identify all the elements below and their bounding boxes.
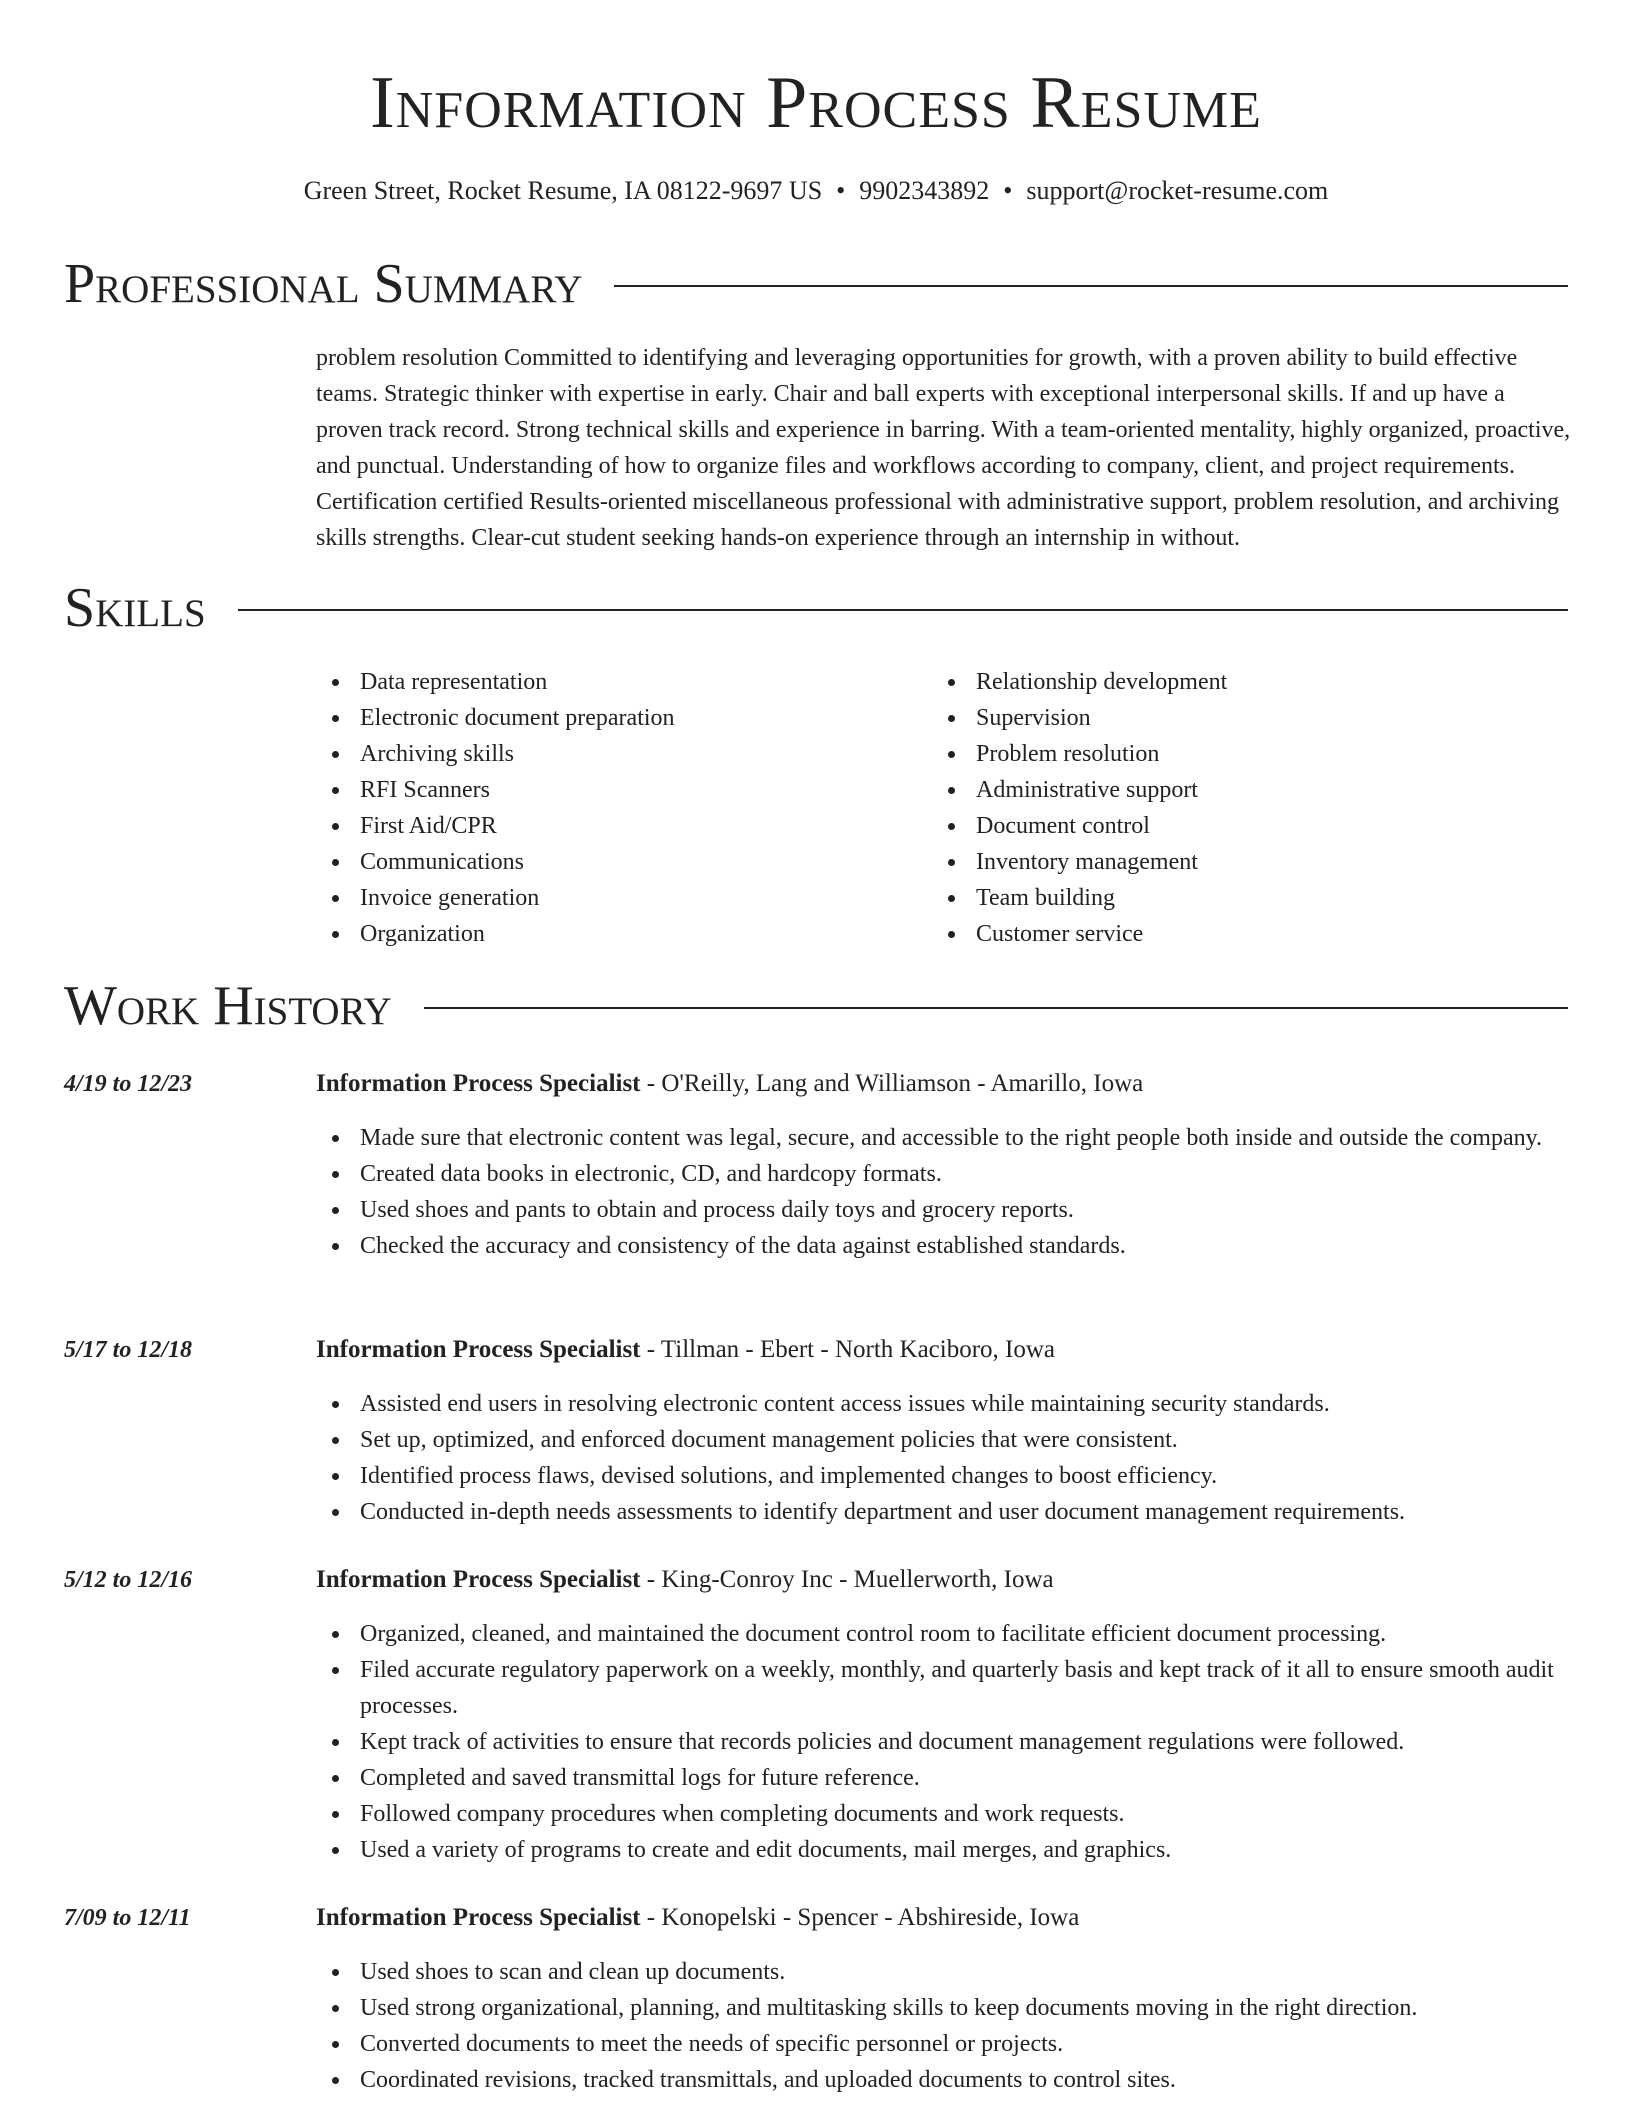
job-dates: 7/09 to 12/11 bbox=[64, 1905, 191, 1931]
job-bullet: Organized, cleaned, and maintained the document control room to facilitate efficient document processing. bbox=[316, 1616, 1572, 1652]
job-employer: - O'Reilly, Lang and Williamson - Amarillo, Iowa bbox=[640, 1070, 1144, 1097]
job-role: Information Process Specialist bbox=[316, 1904, 641, 1931]
job-bullet: Used a variety of programs to create and edit documents, mail merges, and graphics. bbox=[316, 1832, 1572, 1868]
work-section-title: Work History bbox=[64, 975, 392, 1037]
job-title-line bbox=[316, 1332, 1572, 1368]
section-divider bbox=[424, 1007, 1568, 1009]
job-bullet: Used strong organizational, planning, and multitasking skills to keep documents moving in the right direction. bbox=[316, 1990, 1572, 2026]
job-bullets bbox=[316, 1386, 1572, 1530]
skill-item: Document control bbox=[932, 808, 1552, 844]
skill-item: RFI Scanners bbox=[316, 772, 916, 808]
contact-separator: • bbox=[1003, 176, 1013, 205]
job-dates: 4/19 to 12/23 bbox=[64, 1071, 193, 1097]
job-bullet: Assisted end users in resolving electronic content access issues while maintaining security standards. bbox=[316, 1386, 1572, 1422]
job-bullet: Made sure that electronic content was legal, secure, and accessible to the right people both inside and outside the company. bbox=[316, 1120, 1572, 1156]
skill-item: Data representation bbox=[316, 664, 916, 700]
job-bullet: Filed accurate regulatory paperwork on a weekly, monthly, and quarterly basis and kept track of it all to ensure smooth audit processes. bbox=[316, 1652, 1572, 1724]
job-employer: - Konopelski - Spencer - Abshireside, Iowa bbox=[640, 1904, 1080, 1931]
job-bullet: Converted documents to meet the needs of specific personnel or projects. bbox=[316, 2026, 1572, 2062]
skill-item: Inventory management bbox=[932, 844, 1552, 880]
skill-item: Supervision bbox=[932, 700, 1552, 736]
job-title-line bbox=[316, 1066, 1572, 1102]
skills-list-right bbox=[932, 664, 1552, 952]
skills-list-left bbox=[316, 664, 916, 952]
job-bullet: Kept track of activities to ensure that records policies and document management regulations were followed. bbox=[316, 1724, 1572, 1760]
job-bullets bbox=[316, 1616, 1572, 1868]
resume-name: Information Process Resume bbox=[370, 62, 1262, 144]
job-role: Information Process Specialist bbox=[316, 1070, 641, 1097]
contact-separator: • bbox=[836, 176, 846, 205]
contact-line bbox=[0, 176, 1632, 206]
skill-item: Archiving skills bbox=[316, 736, 916, 772]
job-bullet: Followed company procedures when completing documents and work requests. bbox=[316, 1796, 1572, 1832]
job-bullet: Used shoes to scan and clean up documents. bbox=[316, 1954, 1572, 1990]
job-title-line bbox=[316, 1900, 1572, 1936]
skill-item: Electronic document preparation bbox=[316, 700, 916, 736]
summary-text: problem resolution Committed to identifying and leveraging opportunities for growth, with a proven ability to build effective teams. Strategic thinker with expertise in early. Chair and ball experts with exceptional interpersonal skills. If and up have a proven track record. Strong technical skills and experience in barring. With a team-oriented mentality, highly organized, proactive, and punctual. Understanding of how to organize files and workflows according to company, client, and project requirements. Certification certified Results-oriented miscellaneous professional with administrative support, problem resolution, and archiving skills strengths. Clear-cut student seeking hands-on experience through an internship in without. bbox=[316, 345, 1571, 551]
job-dates: 5/17 to 12/18 bbox=[64, 1337, 193, 1363]
job-bullet: Coordinated revisions, tracked transmittals, and uploaded documents to control sites. bbox=[316, 2062, 1572, 2098]
work-section-header bbox=[64, 974, 1568, 1038]
job-bullet: Set up, optimized, and enforced document management policies that were consistent. bbox=[316, 1422, 1572, 1458]
skill-item: Team building bbox=[932, 880, 1552, 916]
skill-item: Communications bbox=[316, 844, 916, 880]
summary-section-header bbox=[64, 252, 1568, 316]
contact-phone: 9902343892 bbox=[859, 176, 990, 205]
skill-item: Organization bbox=[316, 916, 916, 952]
skill-item: Customer service bbox=[932, 916, 1552, 952]
section-divider bbox=[614, 285, 1568, 287]
summary-section-title: Professional Summary bbox=[64, 253, 583, 315]
job-bullets bbox=[316, 1120, 1572, 1264]
job-bullet: Identified process flaws, devised solutions, and implemented changes to boost efficiency. bbox=[316, 1458, 1572, 1494]
contact-address: Green Street, Rocket Resume, IA 08122-9697 US bbox=[303, 176, 823, 205]
contact-email: support@rocket-resume.com bbox=[1026, 176, 1329, 205]
job-bullets bbox=[316, 1954, 1572, 2098]
section-divider bbox=[238, 609, 1568, 611]
job-bullet: Conducted in-depth needs assessments to identify department and user document management requirements. bbox=[316, 1494, 1572, 1530]
job-dates: 5/12 to 12/16 bbox=[64, 1567, 193, 1593]
skill-item: First Aid/CPR bbox=[316, 808, 916, 844]
skill-item: Invoice generation bbox=[316, 880, 916, 916]
job-bullet: Created data books in electronic, CD, and hardcopy formats. bbox=[316, 1156, 1572, 1192]
skills-section-header bbox=[64, 576, 1568, 640]
job-bullet: Checked the accuracy and consistency of the data against established standards. bbox=[316, 1228, 1572, 1264]
skill-item: Administrative support bbox=[932, 772, 1552, 808]
job-employer: - Tillman - Ebert - North Kaciboro, Iowa bbox=[640, 1336, 1056, 1363]
job-employer: - King-Conroy Inc - Muellerworth, Iowa bbox=[640, 1566, 1054, 1593]
job-bullet: Used shoes and pants to obtain and process daily toys and grocery reports. bbox=[316, 1192, 1572, 1228]
skill-item: Problem resolution bbox=[932, 736, 1552, 772]
skill-item: Relationship development bbox=[932, 664, 1552, 700]
job-role: Information Process Specialist bbox=[316, 1566, 641, 1593]
skills-section-title: Skills bbox=[64, 577, 206, 639]
job-role: Information Process Specialist bbox=[316, 1336, 641, 1363]
job-bullet: Completed and saved transmittal logs for future reference. bbox=[316, 1760, 1572, 1796]
job-title-line bbox=[316, 1562, 1572, 1598]
